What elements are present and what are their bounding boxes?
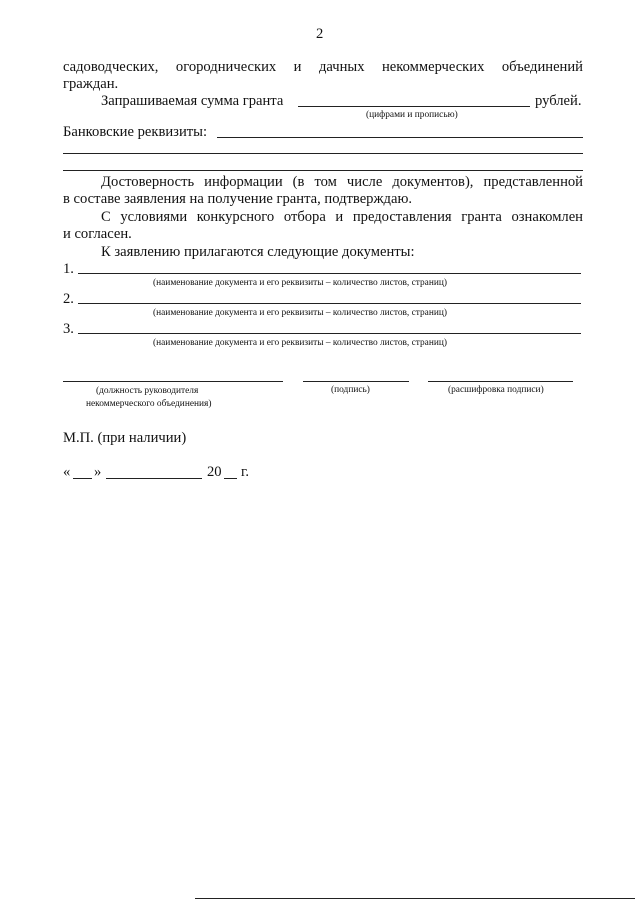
page-number: 2 bbox=[316, 26, 324, 42]
signature-caption: (подпись) bbox=[331, 385, 370, 395]
attachment-caption-2: (наименование документа и его реквизиты – количество листов, страниц) bbox=[153, 308, 448, 318]
position-line[interactable] bbox=[63, 381, 283, 382]
attachment-line-2[interactable] bbox=[78, 303, 581, 304]
attachment-number-3: 3. bbox=[63, 321, 74, 337]
bank-details-label: Банковские реквизиты: bbox=[63, 124, 207, 140]
position-caption-1: (должность руководителя bbox=[96, 386, 199, 396]
signature-decode-caption: (расшифровка подписи) bbox=[448, 385, 544, 395]
date-close-quote: » bbox=[94, 464, 102, 480]
intro-line-2: граждан. bbox=[63, 76, 119, 92]
confirmation-line-1: Достоверность информации (в том числе документов), представленной bbox=[101, 174, 583, 190]
attachment-caption-1: (наименование документа и его реквизиты – количество листов, страниц) bbox=[153, 278, 448, 288]
signature-decode-line[interactable] bbox=[428, 381, 573, 382]
attachment-number-1: 1. bbox=[63, 261, 74, 277]
date-year-suffix: г. bbox=[241, 464, 249, 480]
attachment-line-3[interactable] bbox=[78, 333, 581, 334]
agreement-line-2: и согласен. bbox=[63, 226, 132, 242]
signature-line[interactable] bbox=[303, 381, 409, 382]
position-caption-2: некоммерческого объединения) bbox=[86, 399, 212, 409]
attachment-line-1[interactable] bbox=[78, 273, 581, 274]
date-year-line[interactable] bbox=[224, 478, 237, 479]
date-open-quote: « bbox=[63, 464, 71, 480]
attachments-heading: К заявлению прилагаются следующие документы: bbox=[101, 244, 415, 260]
attachment-number-2: 2. bbox=[63, 291, 74, 307]
date-year-prefix: 20 bbox=[207, 464, 222, 480]
bank-details-line-2[interactable] bbox=[63, 153, 583, 154]
intro-line-1: садоводческих, огороднических и дачных некоммерческих объединений bbox=[63, 59, 583, 75]
grant-currency: рублей. bbox=[535, 93, 582, 109]
attachment-caption-3: (наименование документа и его реквизиты – количество листов, страниц) bbox=[153, 338, 448, 348]
grant-amount-line[interactable] bbox=[298, 106, 530, 107]
date-month-line[interactable] bbox=[106, 478, 202, 479]
stamp-label: М.П. (при наличии) bbox=[63, 430, 187, 446]
bank-details-line-3[interactable] bbox=[63, 170, 583, 171]
bank-details-line-1[interactable] bbox=[217, 137, 583, 138]
grant-amount-caption: (цифрами и прописью) bbox=[366, 110, 458, 120]
confirmation-line-2: в составе заявления на получение гранта, подтверждаю. bbox=[63, 191, 413, 207]
agreement-line-1: С условиями конкурсного отбора и предоставления гранта ознакомлен bbox=[101, 209, 583, 225]
grant-amount-label: Запрашиваемая сумма гранта bbox=[101, 93, 284, 109]
date-day-line[interactable] bbox=[73, 478, 92, 479]
bottom-edge-line bbox=[195, 898, 635, 899]
